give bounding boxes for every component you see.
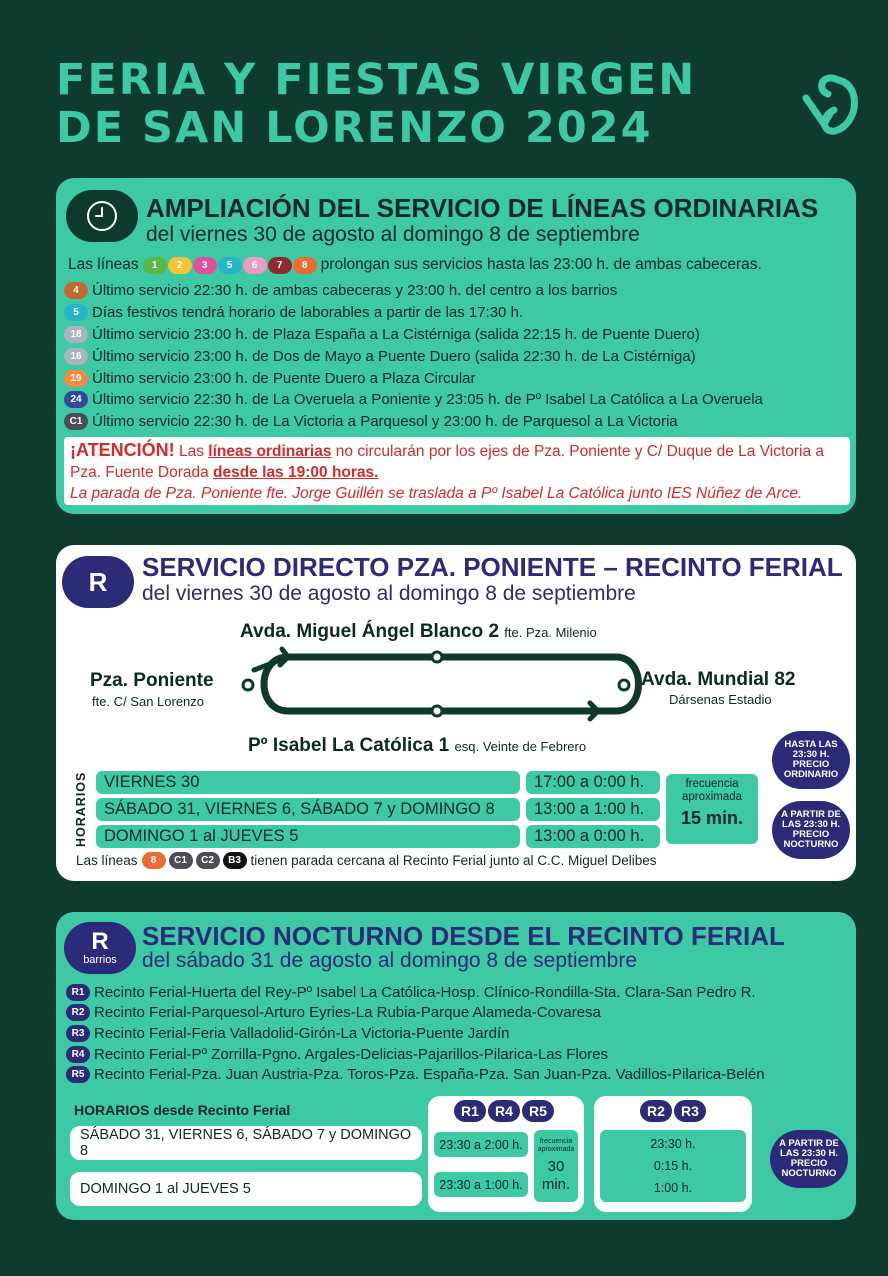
line-badge-6: 6 [243,257,267,274]
line-badge-24: 24 [64,391,88,408]
line-rule-row [64,324,854,346]
schedule-day: SÁBADO 31, VIERNES 6, SÁBADO 7 y DOMINGO 8 [96,798,520,821]
stop-left-note: fte. C/ San Lorenzo [92,694,205,709]
night-route-text: Recinto Ferial-Feria Valladolid-Girón-La Victoria-Puente Jardín [94,1024,510,1042]
night-route-text: Recinto Ferial-Pza. Juan Austria-Pza. Toros-Pza. España-Pza. San Juan-Pza. Vadillos-Pilarica-Belén [94,1066,765,1084]
night-horarios-title: HORARIOS desde Recinto Ferial [74,1102,291,1118]
line-rule-row [64,280,854,302]
line-badge-3: 3 [193,257,217,274]
line-badge-5: 5 [64,304,88,321]
night-route-row [66,1064,856,1085]
schedule-day: VIERNES 30 [96,771,520,794]
stop-right-note: Dársenas Estadio [669,692,772,707]
night-route-text: Recinto Ferial-Huerta del Rey-Pº Isabel La Católica-Hosp. Clínico-Rondilla-Sta. Clara-San Pedro R. [94,983,756,1001]
night-group-r2-r3 [594,1096,752,1212]
nearby-line-badge-B3: B3 [223,852,247,869]
line-rule-row [64,345,854,367]
extended-lines-row: Las líneas 1 2 3 5 6 7 8 prolongan sus servicios hasta las 23:00 h. de ambas cabeceras. [68,256,762,273]
line-badges [143,257,317,274]
night-route-text: Recinto Ferial-Parquesol-Arturo Eyries-La Rubia-Parque Alameda-Covaresa [94,1004,601,1022]
ordinary-lines-panel [56,178,856,514]
stop-bottom: Pº Isabel La Católica 1 esq. Veinte de Febrero [248,735,587,756]
line-rule-text: Último servicio 23:00 h. de Dos de Mayo a Puente Duero (salida 22:30 h. de La Cistérniga) [92,347,696,365]
night-subtitle: del sábado 31 de agosto al domingo 8 de septiembre [142,949,638,972]
direct-subtitle: del viernes 30 de agosto al domingo 8 de septiembre [142,582,636,605]
line-badge-16: 16 [64,348,88,365]
line-rules-list [64,280,854,433]
line-badge-7: 7 [268,257,292,274]
night-group-a-time-2: 23:30 a 1:00 h. [434,1172,528,1197]
line-rule-row [64,389,854,411]
line-badge-5: 5 [218,257,242,274]
line-badge-18: 18 [64,326,88,343]
nearby-line-badge-C2: C2 [196,852,220,869]
line-rule-row [64,302,854,324]
route-tag-R4: R4 [488,1100,520,1122]
schedule-time: 13:00 a 1:00 h. [526,798,660,821]
price-ordinary-badge: HASTA LAS 23:30 H. PRECIO ORDINARIO [772,731,850,789]
night-route-row [66,1023,856,1044]
schedule-time: 13:00 a 0:00 h. [526,825,660,848]
route-tag-R3: R3 [674,1100,706,1122]
schedule-time: 17:00 a 0:00 h. [526,771,660,794]
stop-right: Avda. Mundial 82 [641,669,796,690]
direct-service-panel [56,545,856,881]
line-rule-text: Último servicio 22:30 h. de La Overuela a Poniente y 23:05 h. de Pº Isabel La Católica a La Overuela [92,391,763,409]
brand-logo-icon [798,60,864,142]
line-badge-8: 8 [293,257,317,274]
night-group-b-times: 23:30 h. 0:15 h. 1:00 h. [600,1130,746,1202]
night-badge: R barrios [64,922,136,974]
night-service-panel [56,912,856,1220]
nearby-lines-row: Las líneas 8 C1 C2 B3 tienen parada cercana al Recinto Ferial junto al C.C. Miguel Delibes [76,853,657,868]
night-route-badge-R3: R3 [66,1025,90,1042]
stop-left: Pza. Poniente [90,670,214,691]
night-route-text: Recinto Ferial-Pº Zorrilla-Pgno. Argales-Delicias-Pajarillos-Pilarica-Las Flores [94,1045,608,1063]
warning-box: ¡ATENCIÓN! Las líneas ordinarias no circularán por los ejes de Pza. Poniente y C/ Duque de La Victoria a Pza. Fuente Dorada desde las 19:00 horas. La parada de Pza. Poniente fte. Jorge Guillén se traslada a Pº Isabel La Católica junto IES Núñez de Arce. [64,437,850,505]
route-tag-R5: R5 [522,1100,554,1122]
ordinary-title: AMPLIACIÓN DEL SERVICIO DE LÍNEAS ORDINARIAS [146,193,819,223]
nearby-line-badges [142,852,247,869]
price-night-badge: A PARTIR DE LAS 23:30 H. PRECIO NOCTURNO [772,801,850,859]
line-badge-2: 2 [168,257,192,274]
line-rule-text: Último servicio 23:00 h. de Plaza España a La Cistérniga (salida 22:15 h. de Puente Duero) [92,325,700,343]
line-badge-19: 19 [64,370,88,387]
horarios-label: HORARIOS [74,771,88,847]
line-rule-text: Días festivos tendrá horario de laborables a partir de las 17:30 h. [92,304,524,322]
route-tag-R2: R2 [640,1100,672,1122]
night-group-a-time-1: 23:30 a 2:00 h. [434,1132,528,1157]
clock-icon [66,190,138,242]
night-route-badge-R2: R2 [66,1004,90,1021]
line-badge-4: 4 [64,282,88,299]
night-day-row-2: DOMINGO 1 al JUEVES 5 [70,1172,422,1206]
night-route-badge-R4: R4 [66,1046,90,1063]
line-rule-text: Último servicio 23:00 h. de Puente Duero a Plaza Circular [92,369,476,387]
nearby-line-badge-8: 8 [142,852,166,869]
line-badge-1: 1 [143,257,167,274]
night-group-a-frequency: frecuencia aproximada 30 min. [534,1130,578,1202]
night-route-badge-R1: R1 [66,984,90,1001]
night-title: SERVICIO NOCTURNO DESDE EL RECINTO FERIAL [142,921,785,951]
night-route-row [66,1003,856,1024]
line-rule-row [64,367,854,389]
night-day-row-1: SÁBADO 31, VIERNES 6, SÁBADO 7 y DOMINGO 8 [70,1126,422,1160]
night-group-r1-r4-r5 [428,1096,584,1212]
schedule-day: DOMINGO 1 al JUEVES 5 [96,825,520,848]
direct-frequency: frecuencia aproximada 15 min. [666,774,758,844]
nearby-line-badge-C1: C1 [169,852,193,869]
direct-badge: R [62,556,134,608]
night-route-row [66,982,856,1003]
night-route-badge-R5: R5 [66,1066,90,1083]
night-route-row [66,1044,856,1065]
line-rule-row [64,411,854,433]
line-rule-text: Último servicio 22:30 h. de La Victoria a Parquesol y 23:00 h. de Parquesol a La Victoria [92,413,678,431]
ordinary-subtitle: del viernes 30 de agosto al domingo 8 de septiembre [146,223,640,246]
stop-top: Avda. Miguel Ángel Blanco 2 fte. Pza. Milenio [240,621,597,642]
line-badge-C1: C1 [64,413,88,430]
route-tag-R1: R1 [454,1100,486,1122]
page-title: FERIA Y FIESTAS VIRGEN DE SAN LORENZO 2024 [56,55,697,153]
direct-title: SERVICIO DIRECTO PZA. PONIENTE – RECINTO FERIAL [142,552,843,582]
line-rule-text: Último servicio 22:30 h. de ambas cabeceras y 23:00 h. del centro a los barrios [92,282,618,300]
night-route-list [66,982,856,1085]
night-price-badge: A PARTIR DE LAS 23:30 H. PRECIO NOCTURNO [770,1130,848,1188]
